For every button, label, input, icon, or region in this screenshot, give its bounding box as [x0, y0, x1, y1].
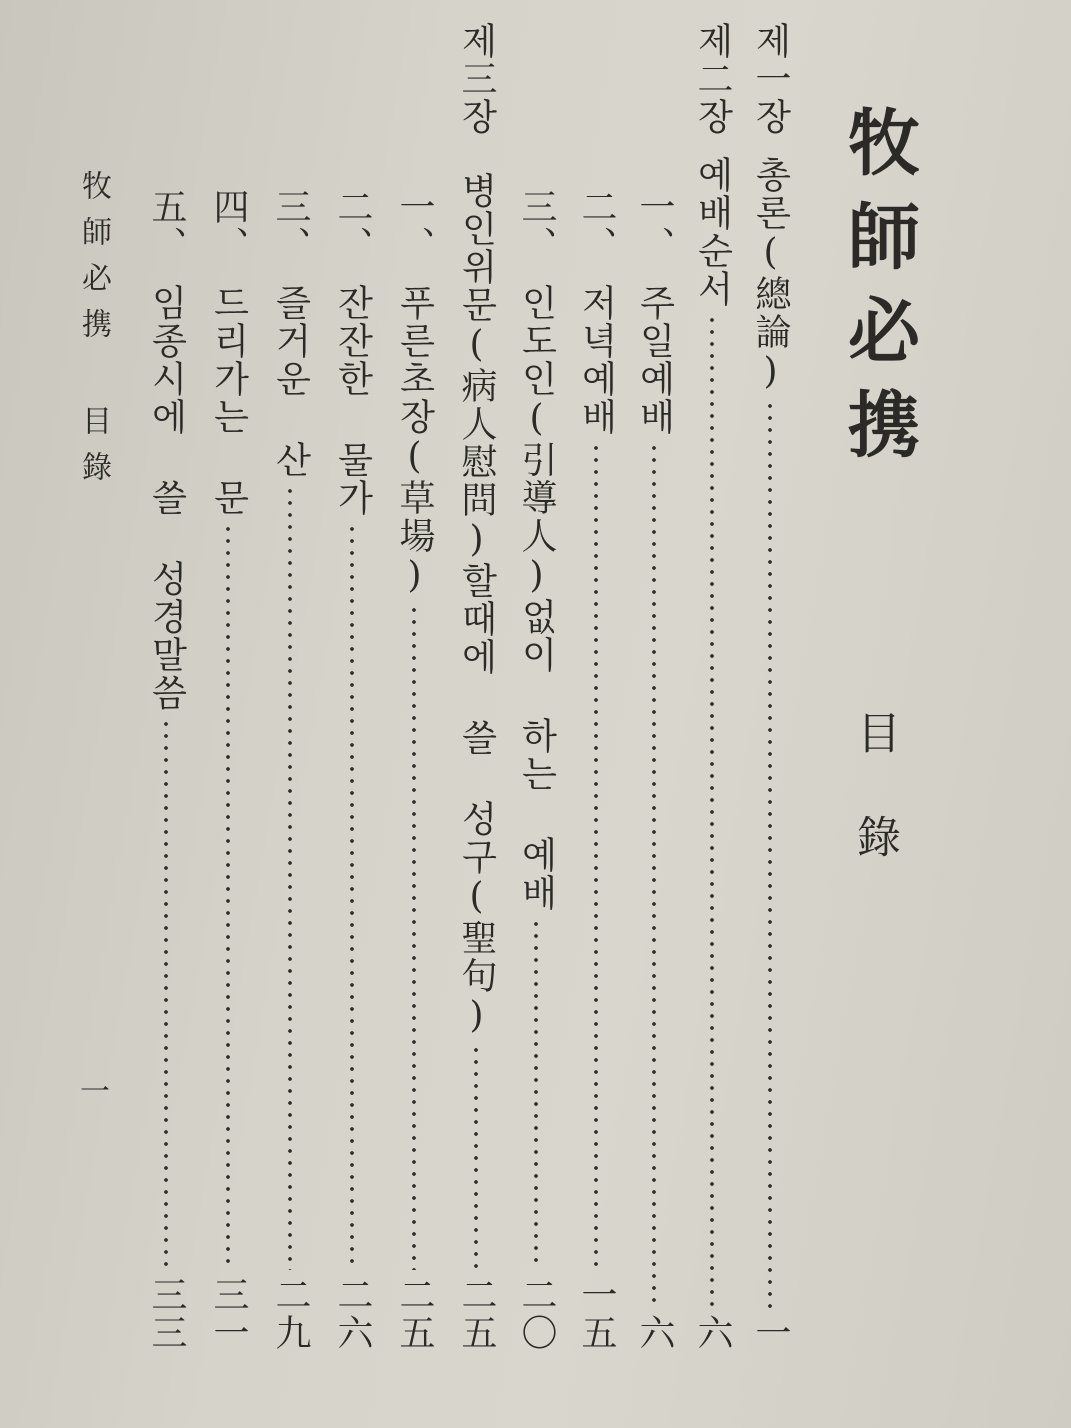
chapter-label: 제一장	[750, 22, 791, 136]
entry-page: 六	[634, 1314, 675, 1352]
entry-page: 一五	[576, 1276, 617, 1352]
toc-entry-2-1[interactable]	[634, 188, 675, 1352]
chapter-label: 제三장	[456, 22, 497, 136]
leader-dots	[286, 485, 294, 1270]
item-label: 五、	[146, 188, 187, 264]
entry-page: 三三	[146, 1276, 187, 1352]
leader-dots	[348, 523, 356, 1270]
entry-text: 임종시에 쓸 성경말씀	[146, 284, 187, 712]
item-label: 一、	[394, 188, 435, 264]
entry-text: 주일예배	[634, 284, 675, 436]
entry-text: 저녁예배	[576, 284, 617, 436]
leader-dots	[708, 314, 716, 1308]
toc-heading: 目錄	[849, 710, 900, 918]
entry-text: 병인위문(病人慰問)할때에 쓸 성구(聖句)	[456, 172, 497, 1038]
toc-entry-3-5[interactable]	[146, 188, 187, 1352]
entry-page: 二九	[270, 1276, 311, 1352]
entry-text: 총론(總論)	[750, 156, 791, 394]
entry-text: 즐거운 산	[270, 284, 311, 479]
toc-entry-chapter-2[interactable]	[692, 22, 733, 1352]
page-number: 一	[74, 1075, 109, 1105]
leader-dots	[224, 523, 232, 1270]
item-label: 四、	[208, 188, 249, 264]
toc-entry-chapter-3[interactable]	[456, 22, 497, 1352]
entry-page: 三一	[208, 1276, 249, 1352]
leader-dots	[472, 1044, 480, 1270]
entry-text: 잔잔한 물가	[332, 284, 373, 517]
leader-dots	[592, 442, 600, 1270]
entry-page: 六	[692, 1314, 733, 1352]
entry-text: 예배순서	[692, 156, 733, 308]
item-label: 二、	[332, 188, 373, 264]
item-label: 一、	[634, 188, 675, 264]
item-label: 三、	[270, 188, 311, 264]
book-title: 牧師必携	[836, 105, 921, 481]
toc-entry-2-3[interactable]	[516, 188, 557, 1352]
running-title: 牧師必携 目錄	[76, 170, 111, 497]
chapter-label: 제二장	[692, 22, 733, 136]
item-label: 三、	[516, 188, 557, 264]
leader-dots	[410, 604, 418, 1270]
leader-dots	[532, 918, 540, 1270]
entry-page: 二五	[394, 1276, 435, 1352]
entry-text: 드리가는 문	[208, 284, 249, 517]
toc-entry-3-3[interactable]	[270, 188, 311, 1352]
entry-page: 一	[750, 1314, 791, 1352]
leader-dots	[766, 400, 774, 1308]
entry-page: 二六	[332, 1276, 373, 1352]
toc-entry-3-1[interactable]	[394, 188, 435, 1352]
leader-dots	[162, 718, 170, 1270]
toc-entry-2-2[interactable]	[576, 188, 617, 1352]
toc-entry-3-2[interactable]	[332, 188, 373, 1352]
leader-dots	[650, 442, 658, 1308]
entry-text: 푸른초장(草場)	[394, 284, 435, 598]
entry-page: 二〇	[516, 1276, 557, 1352]
entry-page: 二五	[456, 1276, 497, 1352]
item-label: 二、	[576, 188, 617, 264]
entry-text: 인도인(引導人)없이 하는 예배	[516, 284, 557, 912]
toc-entry-chapter-1[interactable]	[750, 22, 791, 1352]
toc-entry-3-4[interactable]	[208, 188, 249, 1352]
